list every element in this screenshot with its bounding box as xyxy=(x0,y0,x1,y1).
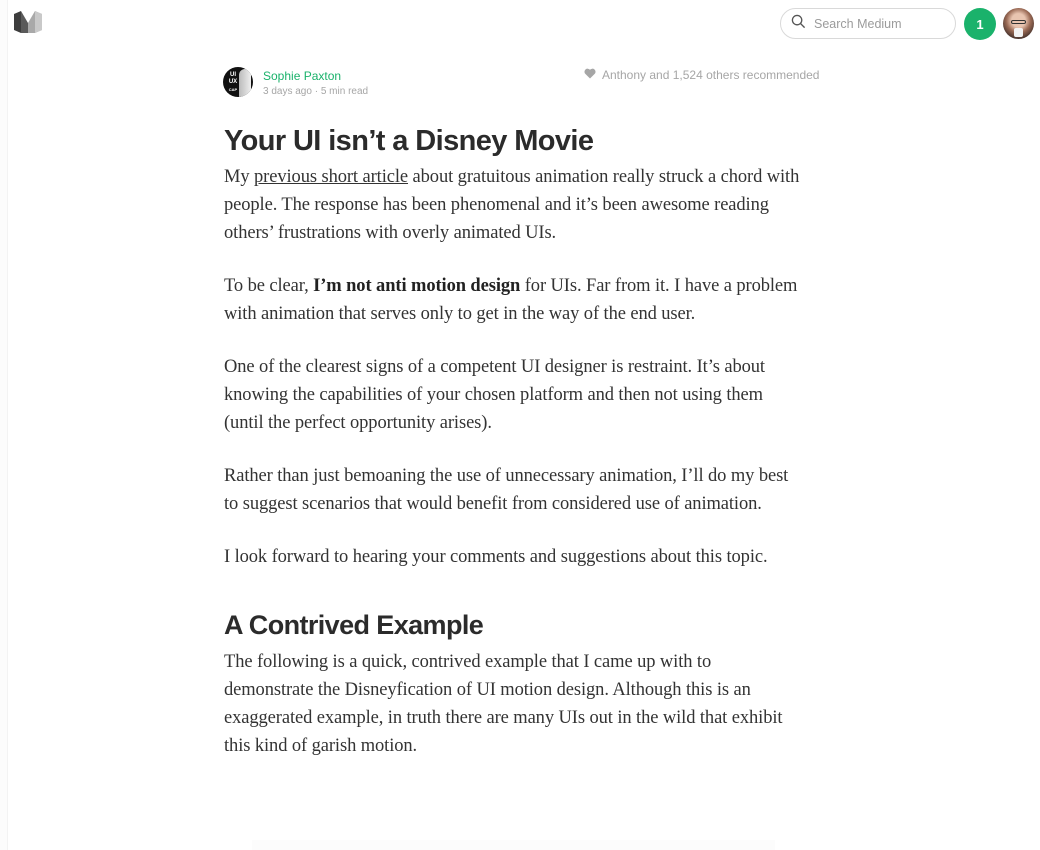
author-name-link[interactable]: Sophie Paxton xyxy=(263,69,342,83)
meta-separator: · xyxy=(314,86,319,97)
avatar-text-line: UX xyxy=(228,79,238,85)
author-avatar[interactable] xyxy=(223,67,253,97)
avatar-text-line: CAP xyxy=(228,87,238,92)
text-run: To be clear, xyxy=(224,276,314,296)
previous-article-link[interactable]: previous short article xyxy=(254,167,409,187)
medium-logo-icon[interactable] xyxy=(14,11,42,33)
text-run: My xyxy=(224,167,255,187)
search-input[interactable] xyxy=(814,17,944,31)
read-time: 5 min read xyxy=(320,86,369,97)
text-run: about gratuitous animation really struck a chord with people. The response has been phenomenal and it’s been awesome reading others’ frustrations with overly animated UIs. xyxy=(224,167,800,243)
paragraph-contrived-example: The following is a quick, contrived example that I came up with to demonstrate the Disneyfication of UI motion design. Although this is an exaggerated example, in truth there are many UIs out in the wild that exhibit this kind of garish motion. xyxy=(224,652,783,756)
avatar-mug xyxy=(1014,28,1023,37)
user-avatar[interactable] xyxy=(1003,8,1034,39)
paragraph-intro xyxy=(224,163,804,247)
left-edge-strip xyxy=(0,0,8,850)
avatar-glasses xyxy=(1011,20,1026,24)
bold-emphasis: I’m not anti motion design xyxy=(313,276,521,296)
paragraph-scenarios: Rather than just bemoaning the use of unnecessary animation, I’ll do my best to suggest scenarios that would benefit from considered use of animation. xyxy=(224,466,789,514)
notification-count: 1 xyxy=(976,16,984,32)
notifications-button[interactable] xyxy=(964,8,996,40)
recommend-text: Anthony and 1,524 others recommended xyxy=(602,68,820,82)
search-icon xyxy=(791,14,806,34)
embedded-media-placeholder xyxy=(252,840,775,850)
section-heading: A Contrived Example xyxy=(224,610,484,640)
post-meta xyxy=(263,86,368,97)
recommend-summary[interactable] xyxy=(584,68,819,82)
search-box[interactable] xyxy=(780,8,956,39)
text-run: for UIs. Far from it. I have a problem with animation that serves only to get in the way of the end user. xyxy=(224,276,798,324)
paragraph-clarify xyxy=(224,272,804,328)
post-timestamp: 3 days ago xyxy=(263,86,312,97)
paragraph-feedback: I look forward to hearing your comments and suggestions about this topic. xyxy=(224,547,768,567)
paragraph-restraint: One of the clearest signs of a competent UI designer is restraint. It’s about knowing the capabilities of your chosen platform and then not using them (until the perfect opportunity arises). xyxy=(224,357,765,433)
article-body xyxy=(224,122,804,785)
author-avatar-logo xyxy=(227,72,239,93)
avatar-portrait xyxy=(239,69,251,97)
article-title: Your UI isn’t a Disney Movie xyxy=(224,125,594,157)
avatar-text-line: UI xyxy=(230,72,236,78)
heart-icon xyxy=(584,68,602,82)
